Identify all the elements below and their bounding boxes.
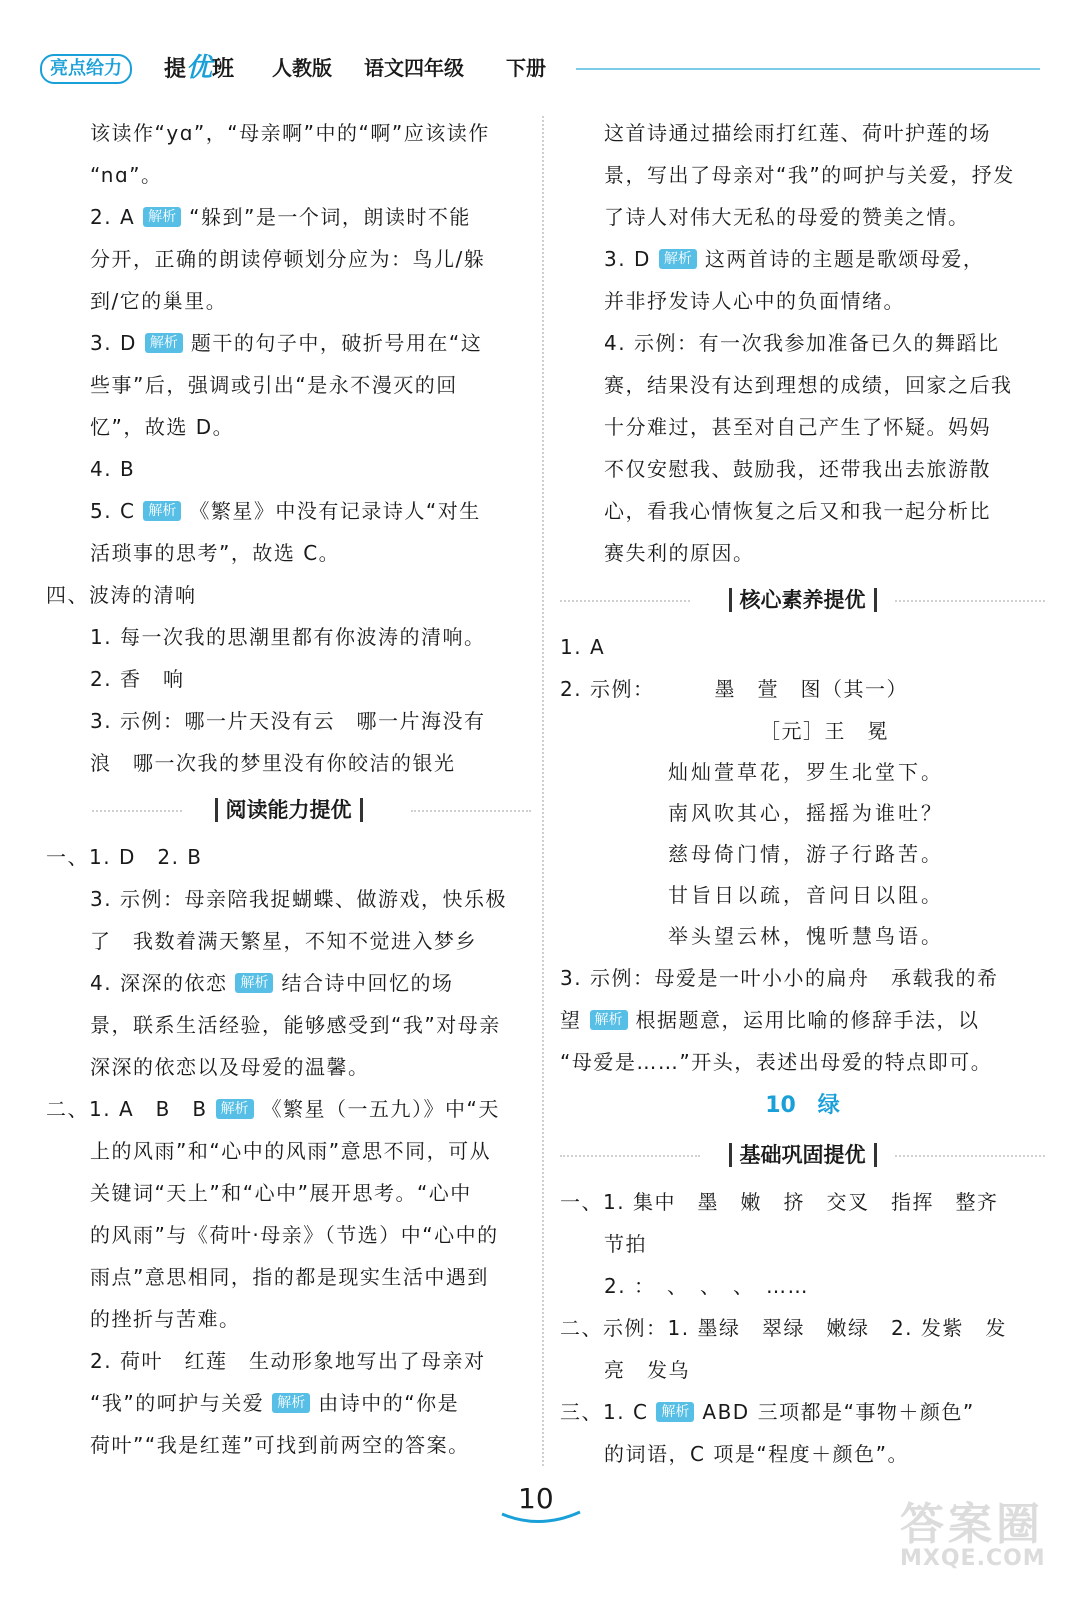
poem-line: 灿灿萱草花，罗生北堂下。 bbox=[668, 760, 944, 784]
answer-line: 二、示例：1. 墨绿 翠绿 嫩绿 2. 发紫 发 bbox=[560, 1316, 1007, 1340]
analysis-tag: 解析 bbox=[143, 501, 181, 521]
analysis-tag: 解析 bbox=[272, 1393, 310, 1413]
analysis-text: 《繁星（一五九）》中“天 bbox=[261, 1097, 500, 1121]
analysis-tag: 解析 bbox=[145, 333, 183, 353]
core-section-title bbox=[560, 574, 1045, 626]
answer-line: 了诗人对伟大无私的母爱的赞美之情。 bbox=[604, 205, 970, 229]
dotted-rule bbox=[560, 1155, 700, 1157]
answer-item-2 bbox=[46, 196, 531, 238]
answer-line: 4. 示例：有一次我参加准备已久的舞蹈比 bbox=[604, 331, 1000, 355]
watermark-url: MXQE.COM bbox=[900, 1546, 1046, 1571]
left-column bbox=[46, 112, 531, 1466]
analysis-tag: 解析 bbox=[659, 249, 697, 269]
section-title-text: 核心素养提优 bbox=[729, 588, 877, 612]
answer-line: 2. 香 响 bbox=[90, 667, 185, 691]
answer-line: 3. 示例：母爱是一叶小小的扁舟 承载我的希 bbox=[560, 966, 999, 990]
analysis-text: 结合诗中回忆的场 bbox=[281, 971, 454, 995]
site-watermark bbox=[900, 1488, 1046, 1571]
answer-line: 十分难过，甚至对自己产生了怀疑。妈妈 bbox=[604, 415, 991, 439]
answer-line: 分开，正确的朗读停顿划分应为：鸟儿/躲 bbox=[90, 247, 486, 271]
section-heading: 四、波涛的清响 bbox=[46, 583, 197, 607]
answer-line: 亮 发乌 bbox=[604, 1358, 690, 1382]
answer-line: 上的风雨”和“心中的风雨”意思不同，可从 bbox=[90, 1139, 492, 1163]
answer-line: 景，联系生活经验，能够感受到“我”对母亲 bbox=[90, 1013, 501, 1037]
answer-line: 不仅安慰我、鼓励我，还带我出去旅游散 bbox=[604, 457, 991, 481]
page-swoosh-icon bbox=[500, 1508, 590, 1528]
answer-line: 深深的依恋以及母爱的温馨。 bbox=[90, 1055, 370, 1079]
answer-line: 这首诗通过描绘雨打红莲、荷叶护莲的场 bbox=[604, 121, 991, 145]
column-divider bbox=[542, 116, 544, 1466]
answer-item-1 bbox=[560, 1391, 1045, 1433]
answer-line: 赛失利的原因。 bbox=[604, 541, 755, 565]
section-title-text: 阅读能力提优 bbox=[215, 798, 363, 822]
answer-line: 一、1. D 2. B bbox=[46, 845, 203, 869]
page-footer bbox=[500, 1478, 590, 1528]
answer-line: 荷叶”“我是红莲”可找到前两空的答案。 bbox=[90, 1433, 470, 1457]
answer-choice: 3. D bbox=[90, 331, 137, 355]
analysis-text: 由诗中的“你是 bbox=[318, 1391, 460, 1415]
answer-choice: 二、1. A B B bbox=[46, 1097, 208, 1121]
series-name-you: 优 bbox=[186, 53, 213, 83]
answer-line: 节拍 bbox=[604, 1232, 647, 1256]
series-name bbox=[164, 52, 234, 86]
dotted-rule bbox=[411, 810, 531, 812]
answer-line: 雨点”意思相同，指的都是现实生活中遇到 bbox=[90, 1265, 489, 1289]
analysis-text: ABD 三项都是“事物＋颜色” bbox=[702, 1400, 975, 1424]
answer-item-4: 4. B bbox=[90, 457, 136, 481]
answer-item-3 bbox=[560, 238, 1045, 280]
watermark-text: 答案圈 bbox=[900, 1499, 1044, 1550]
poem-line: 甘旨日以疏，音问日以阻。 bbox=[668, 883, 944, 907]
right-column bbox=[560, 112, 1045, 1475]
subject-label: 语文四年级 bbox=[364, 56, 464, 80]
answer-line: 1. A bbox=[560, 635, 606, 659]
section-title-text: 基础巩固提优 bbox=[729, 1143, 877, 1167]
answer-line: 1. 每一次我的思潮里都有你波涛的清响。 bbox=[90, 625, 486, 649]
answer-line: 该读作“yɑ”，“母亲啊”中的“啊”应该读作 bbox=[90, 121, 490, 145]
dotted-rule bbox=[895, 1155, 1045, 1157]
answer-line: 3. 示例：哪一片天没有云 哪一片海没有 bbox=[90, 709, 486, 733]
analysis-text: “躲到”是一个词，朗读时不能 bbox=[189, 205, 471, 229]
edition-label: 人教版 bbox=[272, 56, 332, 80]
lesson-title: 10 绿 bbox=[765, 1093, 840, 1118]
answer-text: 2. 示例： bbox=[560, 677, 655, 701]
answer-line bbox=[560, 999, 1045, 1041]
brand-badge: 亮点给力 bbox=[40, 54, 132, 84]
answer-item-4 bbox=[46, 962, 531, 1004]
analysis-tag: 解析 bbox=[143, 207, 181, 227]
page-header bbox=[40, 52, 1040, 86]
answer-line: 2. ： 、 、 、 …… bbox=[604, 1274, 809, 1298]
answer-line: 浪 哪一次我的梦里没有你皎洁的银光 bbox=[90, 751, 456, 775]
answer-line: 关键词“天上”和“心中”展开思考。“心中 bbox=[90, 1181, 472, 1205]
header-rule bbox=[576, 68, 1040, 70]
answer-line: 2. 荷叶 红莲 生动形象地写出了母亲对 bbox=[90, 1349, 486, 1373]
answer-line: 的词语，C 项是“程度＋颜色”。 bbox=[604, 1442, 910, 1466]
basic-section-title bbox=[560, 1129, 1045, 1181]
answer-text: 望 bbox=[560, 1008, 582, 1032]
answer-line: 并非抒发诗人心中的负面情绪。 bbox=[604, 289, 905, 313]
analysis-text: 《繁星》中没有记录诗人“对生 bbox=[189, 499, 481, 523]
answer-line: 些事”后，强调或引出“是永不漫灭的回 bbox=[90, 373, 458, 397]
answer-line: 忆”，故选 D。 bbox=[90, 415, 235, 439]
answer-item-3 bbox=[46, 322, 531, 364]
poem-line: 南风吹其心，摇摇为谁吐？ bbox=[668, 801, 944, 825]
answer-line: 赛，结果没有达到理想的成绩，回家之后我 bbox=[604, 373, 1013, 397]
reading-section-title bbox=[46, 784, 531, 836]
analysis-tag: 解析 bbox=[235, 973, 273, 993]
answer-choice: 2. A bbox=[90, 205, 136, 229]
answer-item-5 bbox=[46, 490, 531, 532]
answer-line: 3. 示例：母亲陪我捉蝴蝶、做游戏，快乐极 bbox=[90, 887, 507, 911]
page-number: 10 bbox=[518, 1482, 554, 1515]
answer-text: 4. 深深的依恋 bbox=[90, 971, 228, 995]
answer-item-2 bbox=[560, 668, 1045, 710]
analysis-tag: 解析 bbox=[656, 1402, 694, 1422]
analysis-text: 根据题意，运用比喻的修辞手法，以 bbox=[635, 1008, 980, 1032]
answer-item-2 bbox=[46, 1382, 531, 1424]
poem-title: 墨 萱 图（其一） bbox=[714, 677, 908, 701]
answer-line: 一、1. 集中 墨 嫩 挤 交叉 指挥 整齐 bbox=[560, 1190, 999, 1214]
answer-choice: 三、1. C bbox=[560, 1400, 649, 1424]
answer-line: 活琐事的思考”，故选 C。 bbox=[90, 541, 341, 565]
dotted-rule bbox=[560, 600, 690, 602]
answer-line: 的挫折与苦难。 bbox=[90, 1307, 241, 1331]
answer-line: “nɑ”。 bbox=[90, 163, 163, 187]
analysis-tag: 解析 bbox=[216, 1099, 254, 1119]
answer-text: “我”的呵护与关爱 bbox=[90, 1391, 265, 1415]
answer-line: “母爱是……”开头，表述出母爱的特点即可。 bbox=[560, 1050, 993, 1074]
analysis-text: 这两首诗的主题是歌颂母爱， bbox=[704, 247, 985, 271]
answer-line: 心，看我心情恢复之后又和我一起分析比 bbox=[604, 499, 991, 523]
dotted-rule bbox=[895, 600, 1045, 602]
dotted-rule bbox=[92, 810, 182, 812]
poem-author: ［元］王 冕 bbox=[760, 719, 889, 743]
series-name-pre: 提 bbox=[164, 57, 187, 82]
answer-item-1 bbox=[46, 1088, 531, 1130]
answer-choice: 3. D bbox=[604, 247, 651, 271]
poem-line: 举头望云林，愧听慧鸟语。 bbox=[668, 924, 944, 948]
answer-line: 到/它的巢里。 bbox=[90, 289, 228, 313]
answer-line: 了 我数着满天繁星，不知不觉进入梦乡 bbox=[90, 929, 477, 953]
series-name-post: 班 bbox=[212, 57, 235, 82]
poem-line: 慈母倚门情，游子行路苦。 bbox=[668, 842, 944, 866]
analysis-tag: 解析 bbox=[590, 1010, 628, 1030]
answer-line: 的风雨”与《荷叶·母亲》（节选）中“心中的 bbox=[90, 1223, 499, 1247]
volume-label: 下册 bbox=[506, 56, 546, 80]
answer-choice: 5. C bbox=[90, 499, 136, 523]
answer-line: 景，写出了母亲对“我”的呵护与关爱，抒发 bbox=[604, 163, 1015, 187]
analysis-text: 题干的句子中，破折号用在“这 bbox=[190, 331, 483, 355]
